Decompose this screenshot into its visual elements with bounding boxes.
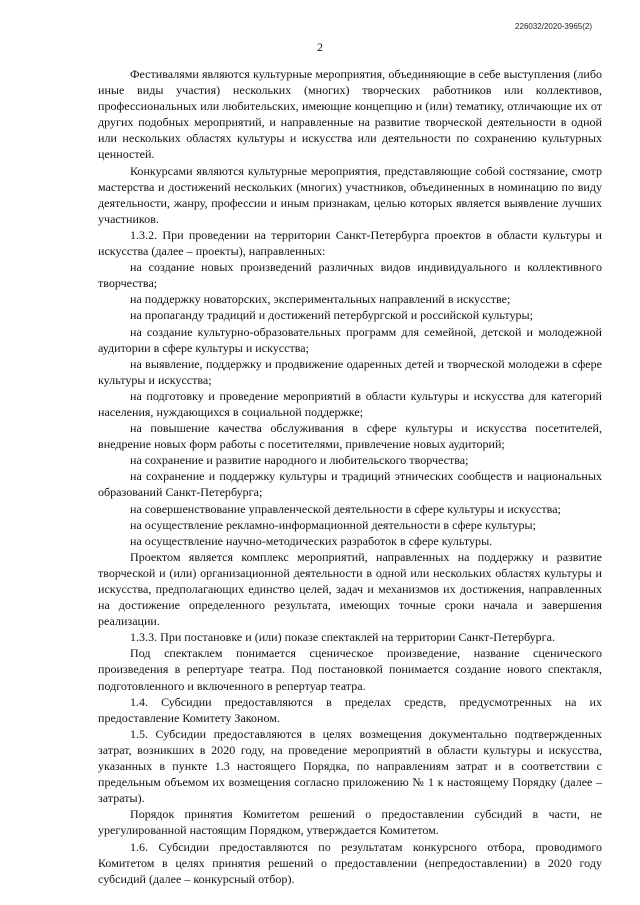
list-item: на осуществление научно-методических разработок в сфере культуры. <box>130 533 493 548</box>
paragraph-1-3-2: 1.3.2. При проведении на территории Санкт-Петербурга проектов в области культуры и искусства (далее – проекты), направленных: <box>98 227 602 259</box>
list-item: на повышение качества обслуживания в сфере культуры и искусства посетителей, внедрение новых форм работы с посетителями, привлечение новых аудиторий; <box>98 421 602 452</box>
list-item: на сохранение и поддержку культуры и традиций этнических сообществ и национальных образований Санкт-Петербурга; <box>98 469 602 500</box>
paragraph-1-5: 1.5. Субсидии предоставляются в целях возмещения документально подтвержденных затрат, возникших в 2020 году, на проведение мероприятий в области культуры и искусства, указанных в пункте 1.3 настоящего Порядка, по направлениям затрат и в соответствии с предельным объемом их возмещения согласно приложению № 1 к настоящему Порядку (далее – затраты). <box>98 726 602 806</box>
list-item: на совершенствование управленческой деятельности в сфере культуры и искусства; <box>130 501 561 516</box>
paragraph-contests: Конкурсами являются культурные мероприятия, представляющие собой состязание, смотр мастерства и достижений нескольких (многих) участников, объединенных в номинацию по виду деятельности, жанру, профессии и иным признакам, целью которых является выявление лучших участников. <box>98 163 602 226</box>
paragraph-project-definition: Проектом является комплекс мероприятий, направленных на поддержку и развитие творческой и (или) организационной деятельности в одной или нескольких областях культуры и искусства, предполагающих единство целей, задач и механизмов их достижения, направленных на достижение определенного результата, имеющих точные сроки начала и завершения реализации. <box>98 549 602 629</box>
list-item: на сохранение и развитие народного и любительского творчества; <box>130 453 469 468</box>
paragraph-spectacle-definition: Под спектаклем понимается сценическое произведение, название сценического произведения в репертуаре театра. Под постановкой понимается создание нового спектакля, подготовленного и включенного в репертуар театра. <box>98 646 602 693</box>
document-body <box>98 66 602 887</box>
paragraph-1-4: 1.4. Субсидии предоставляются в пределах средств, предусмотренных на их предоставление Комитету Законом. <box>98 694 602 725</box>
list-item: на осуществление рекламно-информационной деятельности в сфере культуры; <box>130 517 536 532</box>
paragraph-1-6: 1.6. Субсидии предоставляются по результатам конкурсного отбора, проводимого Комитетом в целях принятия решений о предоставлении (непредоставлении) в 2020 году субсидий (далее – конкурсный отбор). <box>98 839 602 886</box>
list-item: на подготовку и проведение мероприятий в области культуры и искусства для категорий населения, нуждающихся в социальной поддержке; <box>98 388 602 419</box>
paragraph-1-3-3: 1.3.3. При постановке и (или) показе спектаклей на территории Санкт-Петербурга. <box>130 630 555 645</box>
list-item: на пропаганду традиций и достижений петербургской и российской культуры; <box>130 308 533 323</box>
list-item: на создание культурно-образовательных программ для семейной, детской и молодежной аудитории в сфере культуры и искусства; <box>98 324 602 355</box>
list-item: на создание новых произведений различных видов индивидуального и коллективного творчества; <box>98 260 602 291</box>
paragraph-procedure: Порядок принятия Комитетом решений о предоставлении субсидий в части, не урегулированной настоящим Порядком, утверждается Комитетом. <box>98 807 602 838</box>
page-number: 2 <box>317 40 323 54</box>
document-id: 226032/2020-3965(2) <box>515 22 592 31</box>
paragraph-festivals: Фестивалями являются культурные мероприятия, объединяющие в себе выступления (либо иные виды участия) нескольких (многих) творческих работников или коллективов, профессиональных или любительских, имеющие концепцию и (или) тематику, отличающие их от других подобных мероприятий, и направленные на развитие творческой деятельности в одной или нескольких областях культуры и искусства или деятельности по сохранению культурных ценностей. <box>98 67 602 162</box>
list-item: на поддержку новаторских, экспериментальных направлений в искусстве; <box>130 292 511 307</box>
list-item: на выявление, поддержку и продвижение одаренных детей и творческой молодежи в сфере культуры и искусства; <box>98 356 602 387</box>
